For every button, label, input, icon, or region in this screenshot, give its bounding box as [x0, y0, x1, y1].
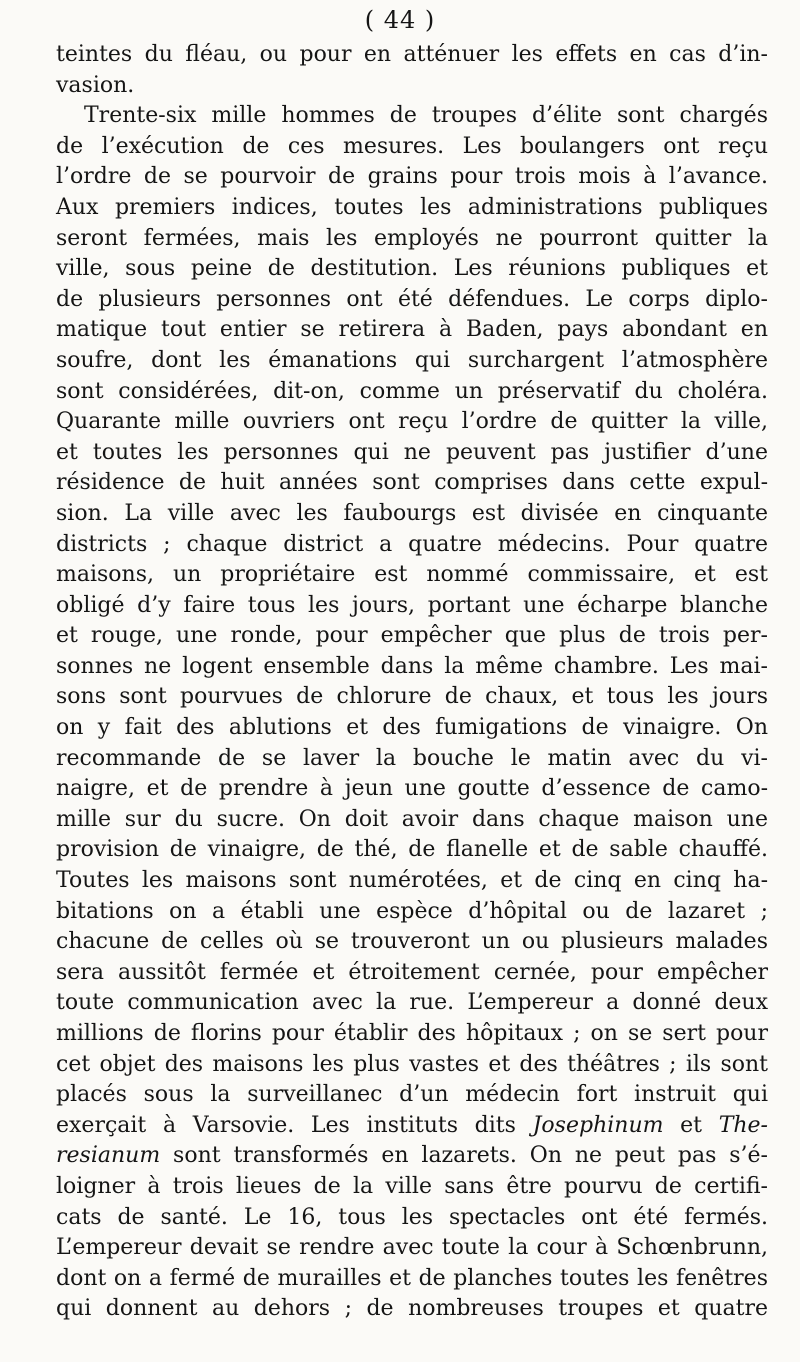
text-line: seront fermées, mais les employés ne pourront quitter la: [56, 225, 768, 251]
text-line: mille sur du sucre. On doit avoir dans chaque maison une: [56, 806, 768, 832]
text-line: soufre, dont les émanations qui surchargent l’atmosphère: [56, 347, 768, 373]
text-line: Aux premiers indices, toutes les administrations publiques: [56, 194, 768, 220]
text-line: loigner à trois lieues de la ville sans être pourvu de certifi-: [56, 1173, 768, 1199]
text-line: Toutes les maisons sont numérotées, et de cinq en cinq ha-: [56, 868, 768, 894]
text-line: et rouge, une ronde, pour empêcher que plus de trois per-: [56, 623, 768, 649]
text-line: bitations on a établi une espèce d’hôpital ou de lazaret ;: [56, 898, 768, 924]
text-line: recommande de se laver la bouche le matin avec du vi-: [56, 745, 768, 771]
text-line: maisons, un propriétaire est nommé commissaire, et est: [56, 562, 768, 588]
italic-term: Josephinum: [532, 1112, 664, 1138]
text-line: placés sous la surveillanec d’un médecin fort instruit qui: [56, 1082, 768, 1108]
paragraph-start-line: Trente-six mille hommes de troupes d’élite sont chargés: [84, 103, 768, 129]
italic-term: The-: [718, 1112, 768, 1138]
text-line: qui donnent au dehors ; de nombreuses troupes et quatre: [56, 1296, 768, 1322]
text-segment: et: [663, 1112, 719, 1138]
italic-term: resianum: [56, 1143, 161, 1169]
text-line: districts ; chaque district a quatre médecins. Pour quatre: [56, 531, 768, 557]
text-line: sons sont pourvues de chlorure de chaux, et tous les jours: [56, 684, 768, 710]
text-line: sonnes ne logent ensemble dans la même chambre. Les mai-: [56, 653, 768, 679]
text-line: ville, sous peine de destitution. Les réunions publiques et: [56, 256, 768, 282]
text-line: résidence de huit années sont comprises dans cette expul-: [56, 470, 768, 496]
text-line: L’empereur devait se rendre avec toute la cour à Schœnbrunn,: [56, 1235, 768, 1261]
text-line: teintes du fléau, ou pour en atténuer les effets en cas d’in-: [56, 42, 768, 67]
page-number: ( 44 ): [364, 6, 436, 34]
text-line: provision de vinaigre, de thé, de flanelle et de sable chauffé.: [56, 837, 768, 863]
text-line: sion. La ville avec les faubourgs est divisée en cinquante: [56, 500, 768, 526]
text-segment: exerçait à Varsovie. Les instituts dits: [56, 1112, 533, 1138]
text-line: et toutes les personnes qui ne peuvent pas justifier d’une: [56, 439, 768, 465]
text-line: cats de santé. Le 16, tous les spectacles ont été fermés.: [56, 1204, 768, 1230]
text-line-with-italics: [56, 1141, 768, 1172]
text-line: sera aussitôt fermée et étroitement cernée, pour empêcher: [56, 959, 768, 985]
text-line: matique tout entier se retirera à Baden, pays abondant en: [56, 317, 768, 343]
text-line: de plusieurs personnes ont été défendues. Le corps diplo-: [56, 286, 768, 312]
text-line: de l’exécution de ces mesures. Les boulangers ont reçu: [56, 133, 768, 159]
text-segment: sont transformés en lazarets. On ne peut pas s’é-: [160, 1143, 768, 1169]
text-line: cet objet des maisons les plus vastes et des théâtres ; ils sont: [56, 1051, 768, 1077]
text-line: sont considérées, dit-on, comme un préservatif du choléra.: [56, 378, 768, 404]
text-line: dont on a fermé de murailles et de planches toutes les fenêtres: [56, 1265, 768, 1291]
text-line: toute communication avec la rue. L’empereur a donné deux: [56, 990, 768, 1016]
text-line: l’ordre de se pourvoir de grains pour trois mois à l’avance.: [56, 164, 768, 190]
text-line: vasion.: [56, 72, 135, 98]
text-line: chacune de celles où se trouveront un ou plusieurs malades: [56, 929, 768, 955]
body-text: [56, 40, 768, 1325]
text-line-with-italics: [56, 1111, 768, 1142]
text-line: naigre, et de prendre à jeun une goutte d’essence de camo-: [56, 776, 768, 802]
text-line: obligé d’y faire tous les jours, portant une écharpe blanche: [56, 592, 768, 618]
text-line: millions de florins pour établir des hôpitaux ; on se sert pour: [56, 1021, 768, 1046]
text-line: Quarante mille ouvriers ont reçu l’ordre de quitter la ville,: [56, 409, 768, 435]
text-line: on y fait des ablutions et des fumigations de vinaigre. On: [56, 715, 768, 741]
